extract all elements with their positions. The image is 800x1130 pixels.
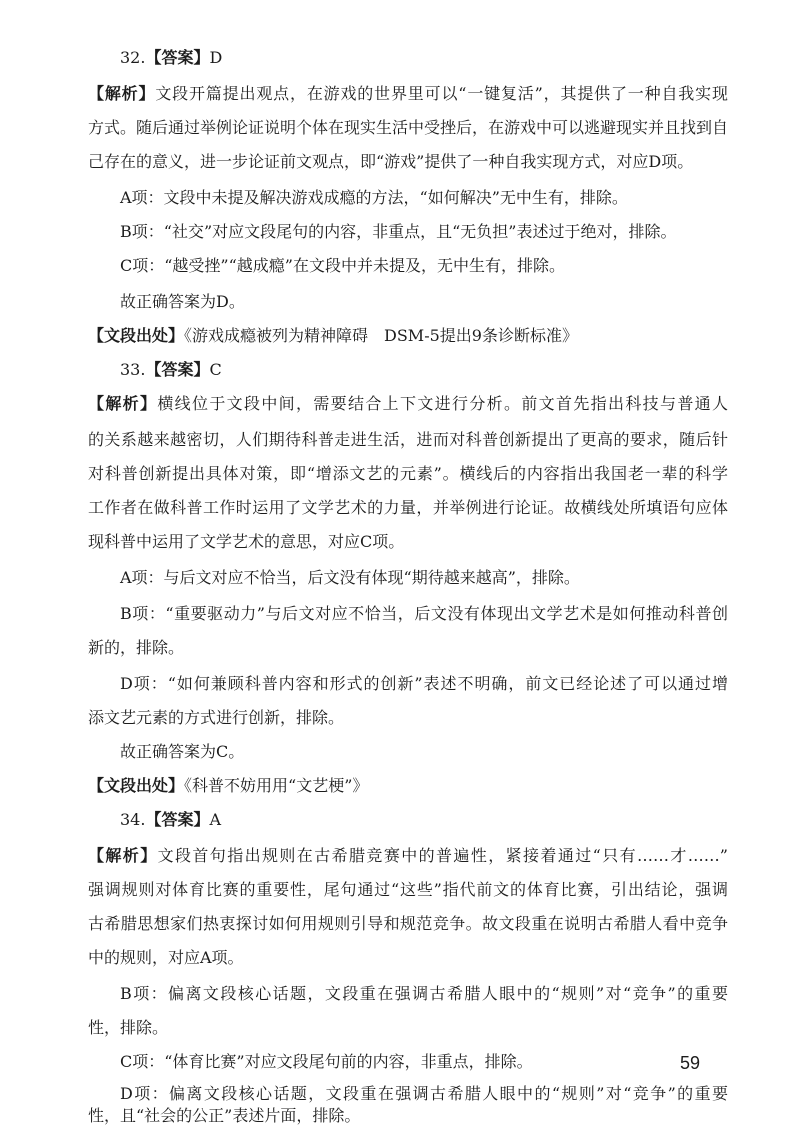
q33-source: 【文段出处】《科普不妨用用“文艺梗”》	[88, 776, 369, 795]
q32-answer: 32.【答案】D	[120, 48, 223, 67]
page-number: 59	[680, 1053, 701, 1073]
q33-option-b-line-2: 新的，排除。	[88, 638, 185, 657]
q33-analysis-line-3: 对科普创新提出具体对策，即“增添文艺的元素”。横线后的内容指出我国老一辈的科学	[88, 464, 728, 483]
q33-analysis-line-4: 工作者在做科普工作时运用了文学艺术的力量，并举例进行论证。故横线处所填语句应体	[88, 498, 728, 517]
q33-option-a: A项：与后文对应不恰当，后文没有体现“期待越来越高”，排除。	[120, 568, 580, 587]
q34-analysis-line-1: 【解析】文段首句指出规则在古希腊竞赛中的普遍性，紧接着通过“只有……才……”	[88, 846, 728, 865]
q33-analysis-line-1: 【解析】横线位于文段中间，需要结合上下文进行分析。前文首先指出科技与普通人	[88, 394, 728, 413]
q34-option-b-line-1: B项：偏离文段核心话题，文段重在强调古希腊人眼中的“规则”对“竞争”的重要	[120, 984, 728, 1003]
q33-analysis-line-2: 的关系越来越密切，人们期待科普走进生活，进而对科普创新提出了更高的要求，随后针	[88, 430, 728, 449]
q33-analysis-line-5: 现科普中运用了文学艺术的意思，对应C项。	[88, 532, 405, 551]
q33-option-b-line-1: B项：“重要驱动力”与后文对应不恰当，后文没有体现出文学艺术是如何推动科普创	[120, 604, 728, 623]
q33-answer: 33.【答案】C	[120, 360, 222, 379]
q32-analysis-line-3: 己存在的意义，进一步论证前文观点，即“游戏”提供了一种自我实现方式，对应D项。	[88, 152, 694, 171]
q32-option-c: C项：“越受挫”“越成瘾”在文段中并未提及，无中生有，排除。	[120, 256, 565, 275]
q33-conclusion: 故正确答案为C。	[120, 742, 245, 761]
q32-option-b: B项：“社交”对应文段尾句的内容，非重点，且“无负担”表述过于绝对，排除。	[120, 222, 677, 241]
q34-option-b-line-2: 性，排除。	[88, 1018, 169, 1037]
q33-option-d-line-2: 添文艺元素的方式进行创新，排除。	[88, 708, 345, 727]
q32-analysis-line-2: 方式。随后通过举例论证说明个体在现实生活中受挫后，在游戏中可以逃避现实并且找到自	[88, 118, 729, 137]
q32-source: 【文段出处】《游戏成瘾被列为精神障碍 DSM-5提出9条诊断标准》	[88, 326, 578, 345]
q34-analysis-line-2: 强调规则对体育比赛的重要性，尾句通过“这些”指代前文的体育比赛，引出结论，强调	[88, 880, 728, 899]
q32-conclusion: 故正确答案为D。	[120, 292, 245, 311]
q34-option-d-line-1: D项：偏离文段核心话题，文段重在强调古希腊人眼中的“规则”对“竞争”的重要	[120, 1084, 728, 1103]
q34-analysis-line-4: 中的规则，对应A项。	[88, 948, 244, 967]
q34-option-c: C项：“体育比赛”对应文段尾句前的内容，非重点，排除。	[120, 1052, 533, 1071]
q34-answer: 34.【答案】A	[120, 810, 222, 829]
q33-option-d-line-1: D项：“如何兼顾科普内容和形式的创新”表述不明确，前文已经论述了可以通过增	[120, 674, 728, 693]
q32-option-a: A项：文段中未提及解决游戏成瘾的方法，“如何解决”无中生有，排除。	[120, 188, 628, 207]
q34-option-d-line-2: 性，且“社会的公正”表述片面，排除。	[88, 1106, 361, 1125]
q32-analysis-line-1: 【解析】文段开篇提出观点，在游戏的世界里可以“一键复活”，其提供了一种自我实现	[88, 84, 728, 103]
q34-analysis-line-3: 古希腊思想家们热衷探讨如何用规则引导和规范竞争。故文段重在说明古希腊人看中竞争	[88, 914, 728, 933]
